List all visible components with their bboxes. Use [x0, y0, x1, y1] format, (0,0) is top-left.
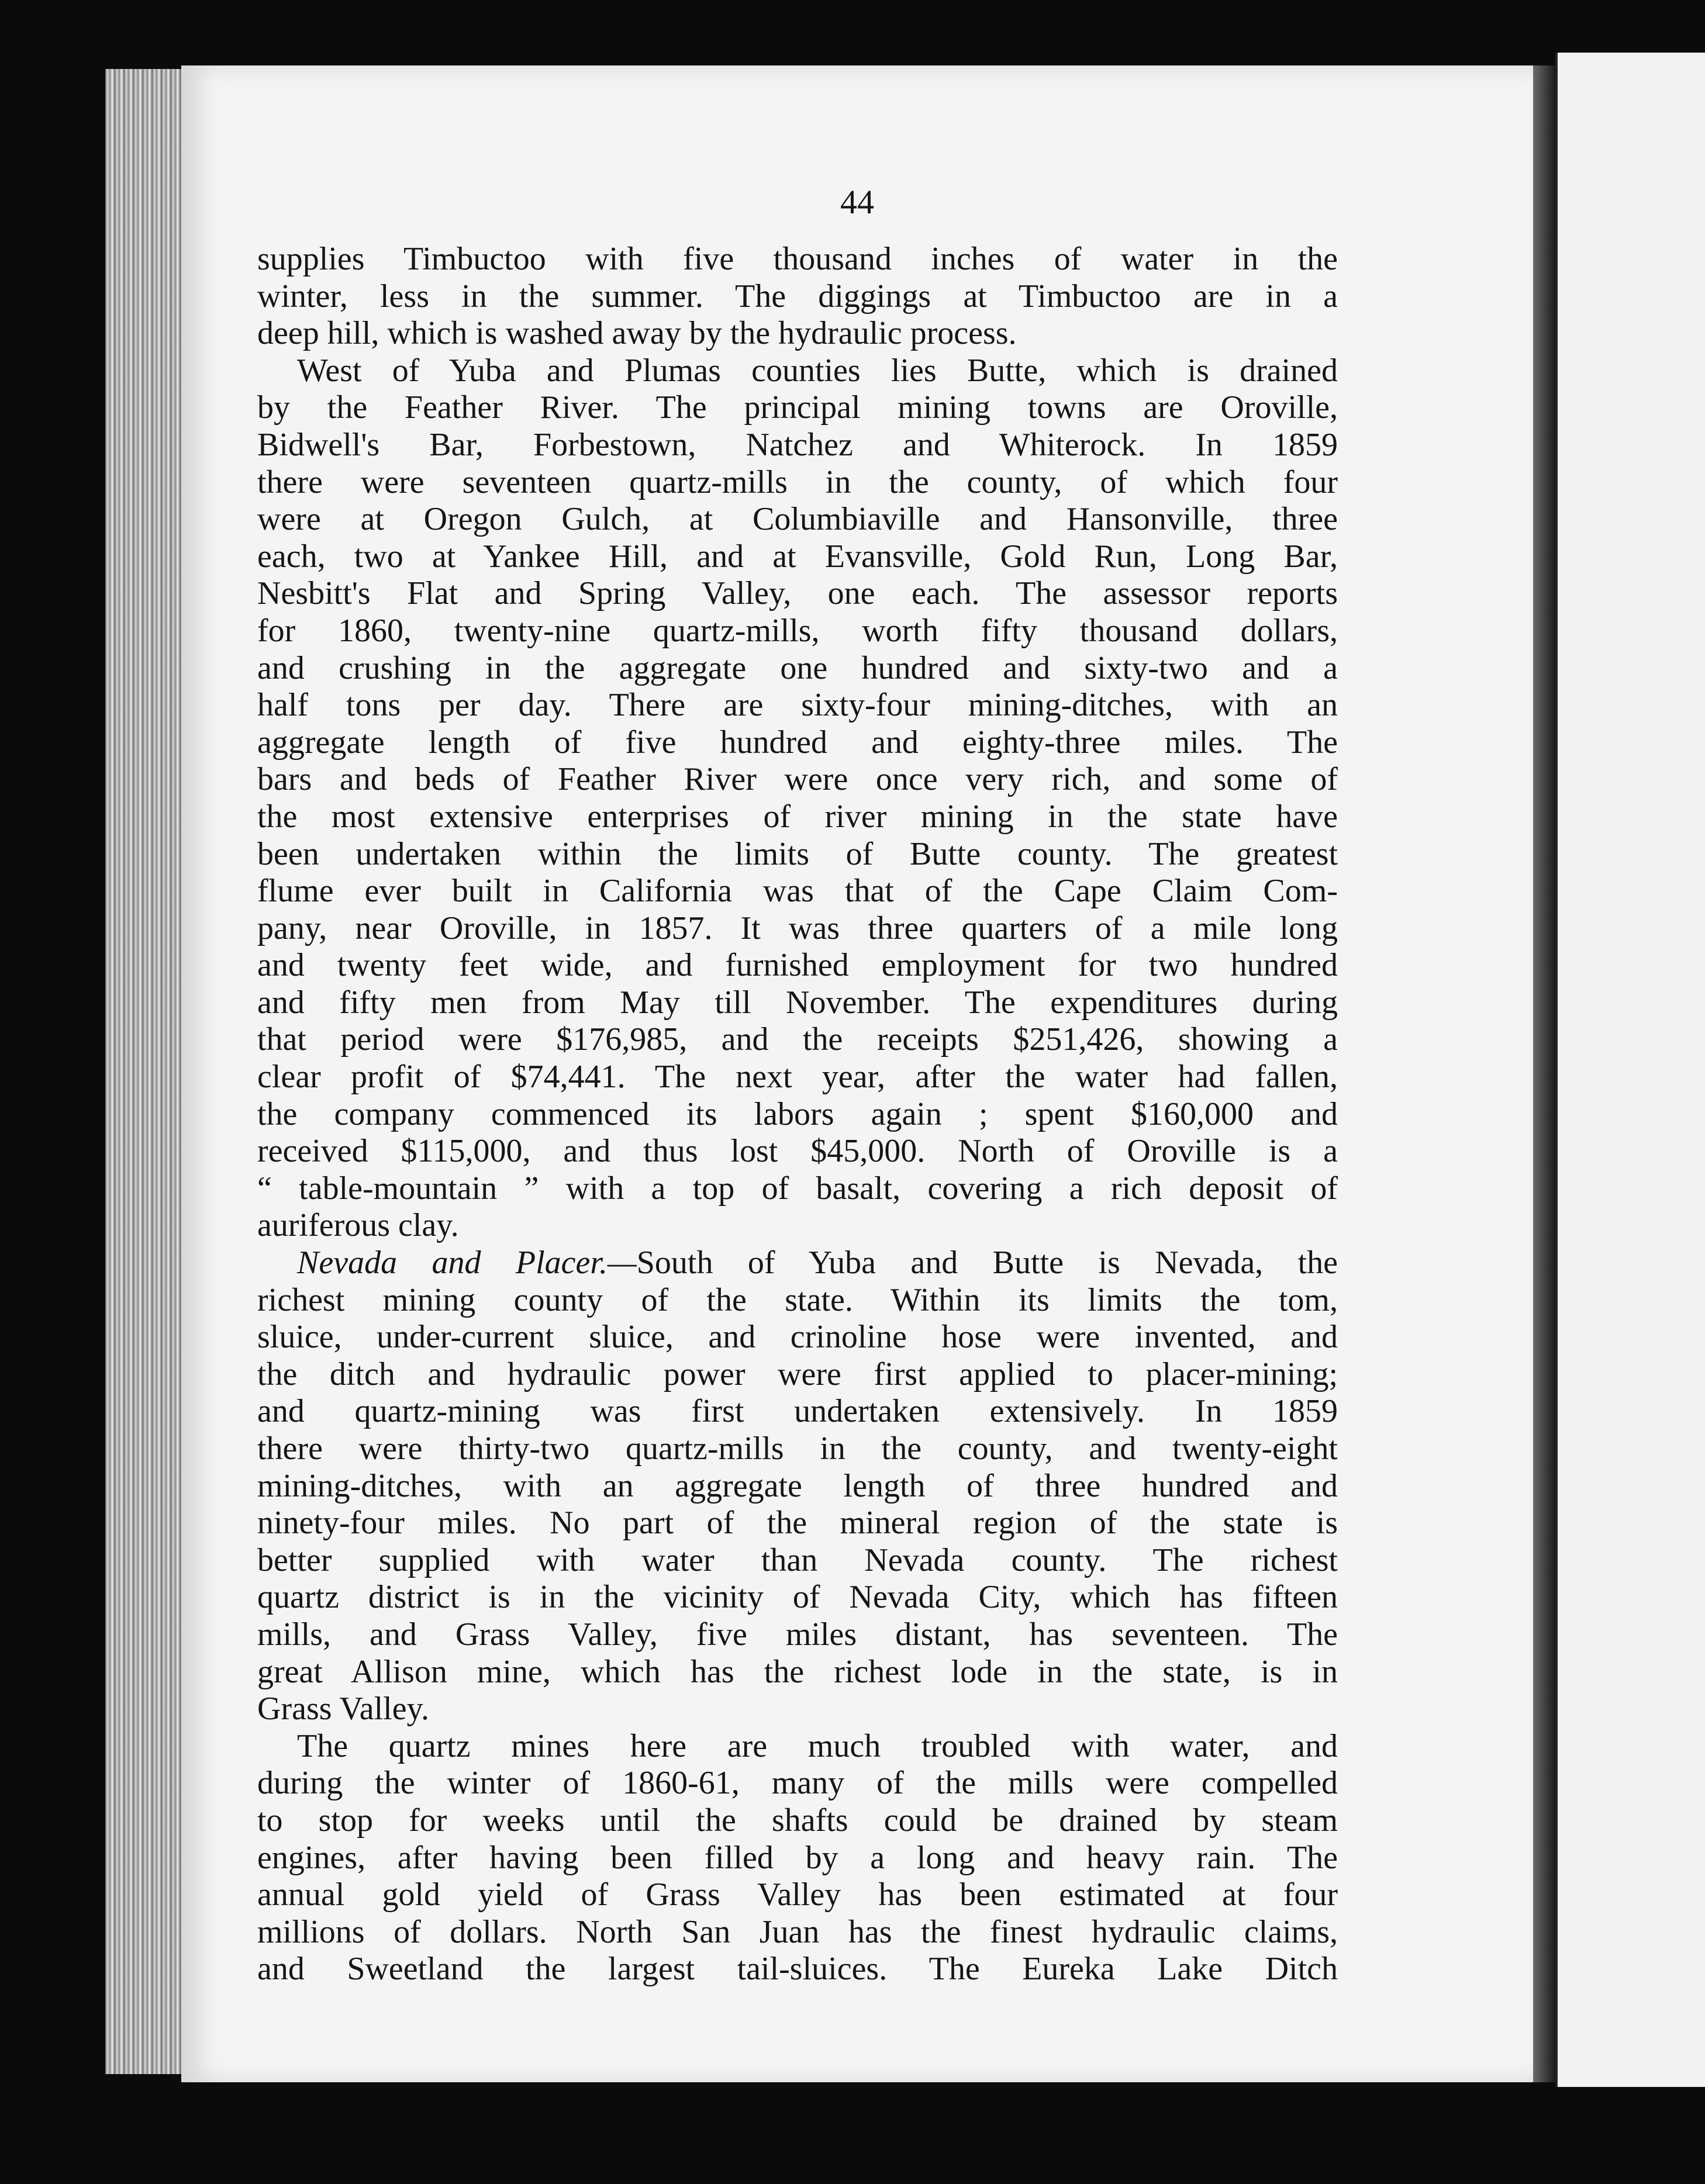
text-line: Grass Valley. — [257, 1691, 429, 1727]
text-line: auriferous clay. — [257, 1207, 459, 1244]
text-line: clear profit of $74,441. The next year, after the water had fallen, — [257, 1059, 1338, 1096]
text-line: that period were $176,985, and the receipts $251,426, showing a — [257, 1021, 1338, 1058]
text-line: “ table-mountain ” with a top of basalt, covering a rich deposit of — [257, 1170, 1338, 1207]
text-line: sluice, under-current sluice, and crinoline hose were invented, and — [257, 1319, 1338, 1356]
text-line: millions of dollars. North San Juan has the finest hydraulic claims, — [257, 1913, 1338, 1950]
text-line: were at Oregon Gulch, at Columbiaville and Hansonville, three — [257, 501, 1338, 538]
text-line: by the Feather River. The principal mining towns are Oroville, — [257, 389, 1338, 426]
text-line: pany, near Oroville, in 1857. It was three quarters of a mile long — [257, 910, 1338, 946]
text-line: The quartz mines here are much troubled with water, and — [297, 1727, 1338, 1764]
text-line: mills, and Grass Valley, five miles distant, has seventeen. The — [257, 1616, 1338, 1653]
text-line: there were seventeen quartz-mills in the county, of which four — [257, 464, 1338, 500]
page-edges — [105, 69, 187, 2074]
section-heading-line — [257, 1245, 1338, 1282]
text-line: West of Yuba and Plumas counties lies Butte, which is drained — [297, 352, 1338, 389]
text-line: flume ever built in California was that of the Cape Claim Com- — [257, 873, 1338, 910]
text-line: bars and beds of Feather River were once very rich, and some of — [257, 761, 1338, 798]
text-line: been undertaken within the limits of Butte county. The greatest — [257, 835, 1338, 872]
text-line: ninety-four miles. No part of the mineral region of the state is — [257, 1505, 1338, 1542]
page-gutter-shadow — [1533, 65, 1555, 2082]
text-line: mining-ditches, with an aggregate length of three hundred and — [257, 1467, 1338, 1504]
text-line: there were thirty-two quartz-mills in the county, and twenty-eight — [257, 1430, 1338, 1467]
text-line: each, two at Yankee Hill, and at Evansville, Gold Run, Long Bar, — [257, 538, 1338, 575]
text-line: and crushing in the aggregate one hundred and sixty-two and a — [257, 649, 1338, 686]
text-line: the most extensive enterprises of river mining in the state have — [257, 798, 1338, 835]
text-line: better supplied with water than Nevada county. The richest — [257, 1542, 1338, 1578]
text-line: engines, after having been filled by a long and heavy rain. The — [257, 1839, 1338, 1876]
text-line: Bidwell's Bar, Forbestown, Natchez and Whiterock. In 1859 — [257, 426, 1338, 463]
text-line: great Allison mine, which has the richest lode in the state, is in — [257, 1653, 1338, 1690]
text-line: the company commenced its labors again ; spent $160,000 and — [257, 1096, 1338, 1132]
text-line: to stop for weeks until the shafts could be drained by steam — [257, 1802, 1338, 1839]
page-number: 44 — [840, 183, 874, 221]
section-heading: Nevada and Placer.— — [297, 1245, 637, 1281]
text-line: supplies Timbuctoo with five thousand inches of water in the — [257, 241, 1338, 277]
facing-page — [1555, 53, 1705, 2087]
text-line: winter, less in the summer. The diggings at Timbuctoo are in a — [257, 278, 1338, 315]
text-line: annual gold yield of Grass Valley has been estimated at four — [257, 1877, 1338, 1913]
text-line: and Sweetland the largest tail-sluices. The Eureka Lake Ditch — [257, 1951, 1338, 1988]
body-text — [257, 241, 1338, 1988]
text-line: Nesbitt's Flat and Spring Valley, one each. The assessor reports — [257, 575, 1338, 612]
text-line: quartz district is in the vicinity of Nevada City, which has fifteen — [257, 1579, 1338, 1616]
text-line: aggregate length of five hundred and eighty-three miles. The — [257, 724, 1338, 761]
text-line: South of Yuba and Butte is Nevada, the — [636, 1245, 1338, 1281]
text-line: and fifty men from May till November. The expenditures during — [257, 984, 1338, 1021]
text-line: and twenty feet wide, and furnished employment for two hundred — [257, 947, 1338, 984]
text-line: for 1860, twenty-nine quartz-mills, worth fifty thousand dollars, — [257, 612, 1338, 649]
text-line: during the winter of 1860-61, many of the mills were compelled — [257, 1765, 1338, 1802]
text-line: the ditch and hydraulic power were first applied to placer-mining; — [257, 1356, 1338, 1392]
text-line: half tons per day. There are sixty-four mining-ditches, with an — [257, 687, 1338, 724]
book-page — [181, 65, 1533, 2082]
text-line: and quartz-mining was first undertaken extensively. In 1859 — [257, 1393, 1338, 1430]
text-line: received $115,000, and thus lost $45,000. North of Oroville is a — [257, 1133, 1338, 1170]
text-line: deep hill, which is washed away by the hydraulic process. — [257, 315, 1017, 352]
text-line: richest mining county of the state. Within its limits the tom, — [257, 1281, 1338, 1318]
